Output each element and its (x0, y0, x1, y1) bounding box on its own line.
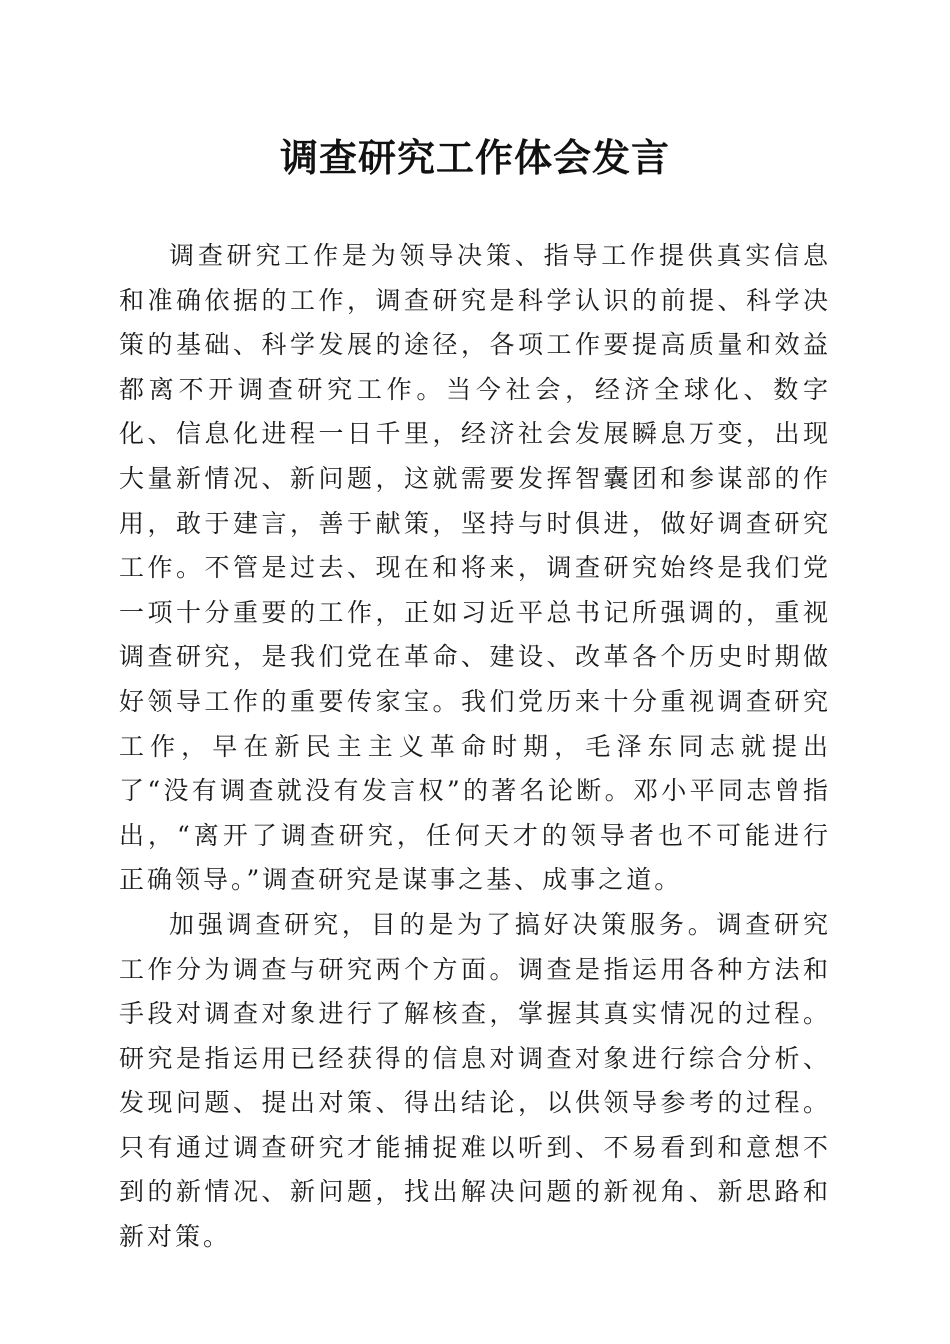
document-title: 调查研究工作体会发言 (279, 135, 670, 180)
paragraph-2: 加强调查研究，目的是为了搞好决策服务。调查研究工作分为调查与研究两个方面。调查是指运用各种方法和手段对调查对象进行了解核查，掌握其真实情况的过程。研究是指运用已经获得的信息对调查对象进行综合分析、发现问题、提出对策、得出结论，以供领导参考的过程。只有通过调查研究才能捕捉难以听到、不易看到和意想不到的新情况、新问题，找出解决问题的新视角、新思路和新对策。 (119, 909, 831, 1252)
paragraph-1: 调查研究工作是为领导决策、指导工作提供真实信息和准确依据的工作，调查研究是科学认识的前提、科学决策的基础、科学发展的途径，各项工作要提高质量和效益都离不开调查研究工作。当今社会，经济全球化、数字化、信息化进程一日千里，经济社会发展瞬息万变，出现大量新情况、新问题，这就需要发挥智囊团和参谋部的作用，敢于建言，善于献策，坚持与时俱进，做好调查研究工作。不管是过去、现在和将来，调查研究始终是我们党一项十分重要的工作，正如习近平总书记所强调的，重视调查研究，是我们党在革命、建设、改革各个历史时期做好领导工作的重要传家宝。我们党历来十分重视调查研究工作，早在新民主主义革命时期，毛泽东同志就提出了“没有调查就没有发言权”的著名论断。邓小平同志曾指出，“离开了调查研究，任何天才的领导者也不可能进行正确领导。”调查研究是谋事之基、成事之道。 (119, 241, 831, 895)
document-body (119, 234, 831, 1260)
